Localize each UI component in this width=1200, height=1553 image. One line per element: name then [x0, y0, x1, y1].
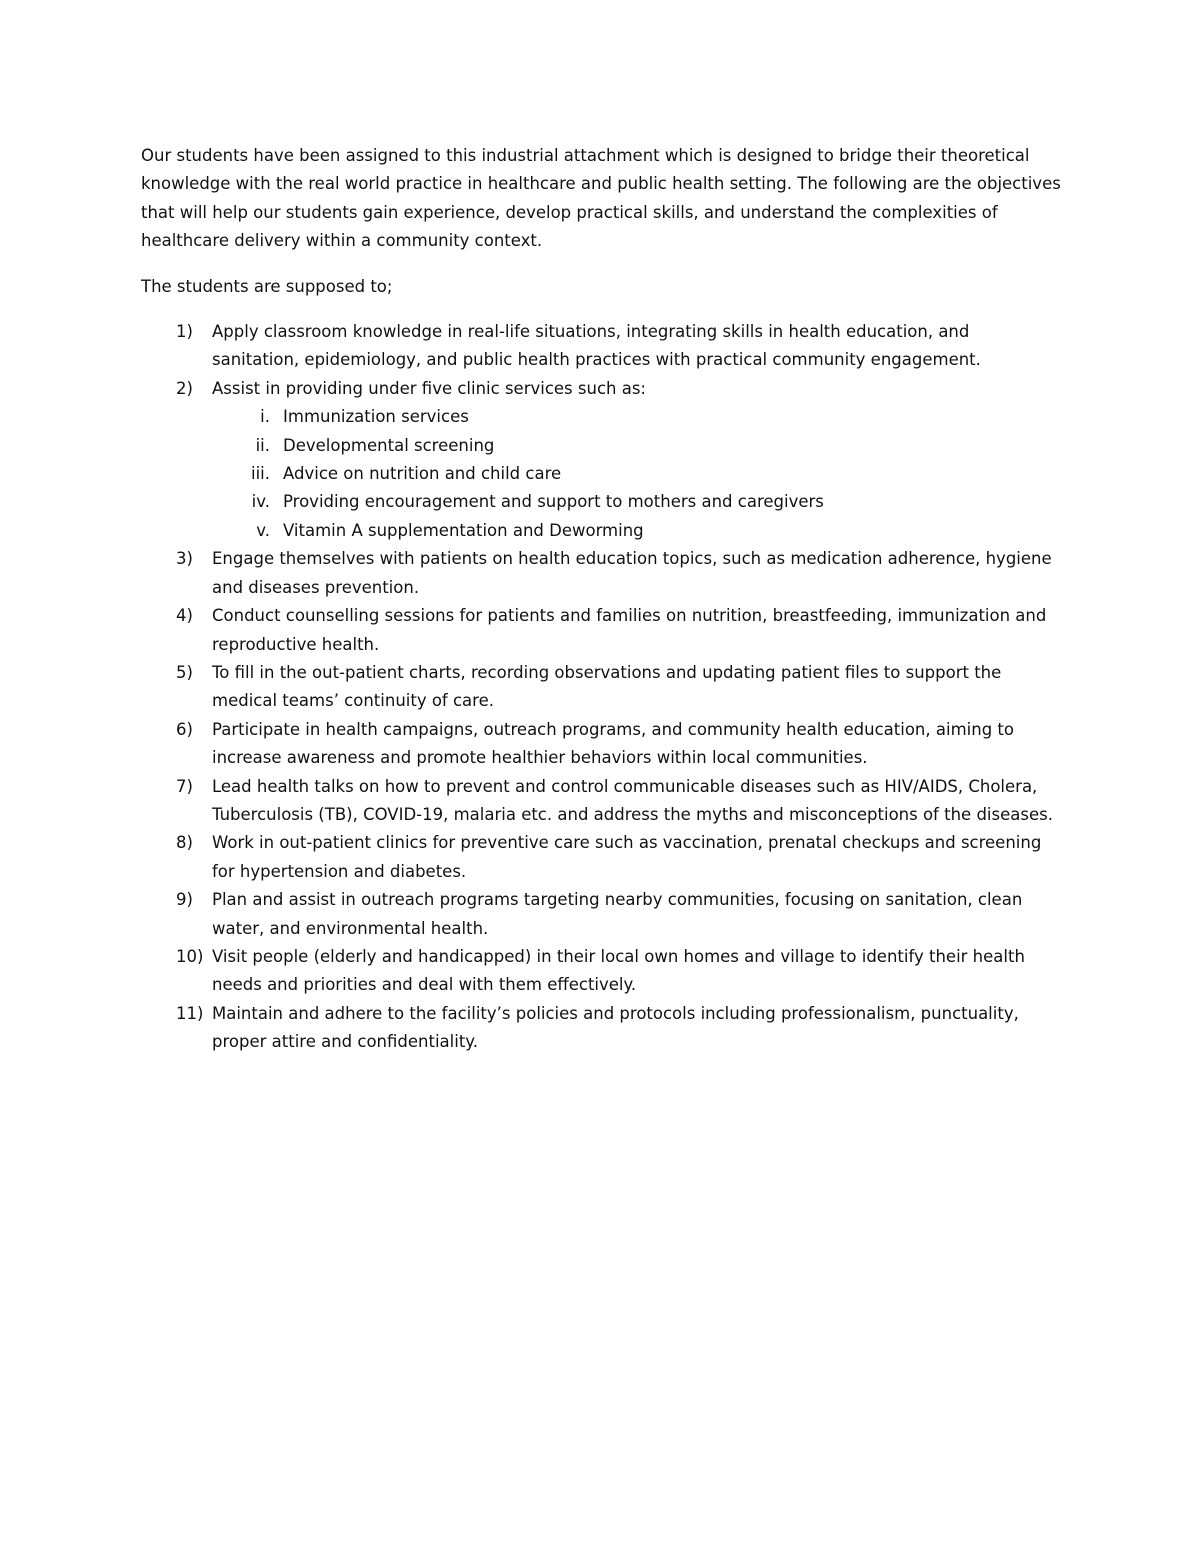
- objective-number: 8): [176, 833, 193, 853]
- objective-item: [141, 829, 1061, 886]
- service-text: Providing encouragement and support to mothers and caregivers: [283, 492, 824, 512]
- service-text: Vitamin A supplementation and Deworming: [283, 520, 644, 540]
- service-numeral: v.: [256, 520, 270, 540]
- objective-text: Lead health talks on how to prevent and control communicable diseases such as HIV/AIDS, Cholera, Tuberculosis (TB), COVID-19, malaria etc. and address the myths and misconceptions of the diseases.: [212, 776, 1053, 824]
- objective-item: [141, 773, 1061, 830]
- objective-text: Conduct counselling sessions for patients and families on nutrition, breastfeeding, immunization and reproductive health.: [212, 606, 1047, 654]
- objective-number: 4): [176, 606, 193, 626]
- objective-number: 11): [176, 1003, 204, 1023]
- service-item: [141, 460, 1061, 488]
- objective-text: Participate in health campaigns, outreach programs, and community health education, aiming to increase awareness and promote healthier behaviors within local communities.: [212, 719, 1014, 768]
- objective-number: 1): [176, 322, 193, 342]
- objective-number: 7): [176, 776, 193, 796]
- service-text: Immunization services: [283, 407, 469, 427]
- service-numeral: iii.: [251, 464, 270, 484]
- objective-number: 5): [176, 662, 193, 682]
- objective-item: [141, 1000, 1061, 1057]
- objective-text: Maintain and adhere to the facility’s policies and protocols including professionalism, punctuality, proper attire and confidentiality.: [212, 1003, 1019, 1052]
- service-item: [141, 432, 1061, 460]
- objective-text: Engage themselves with patients on health education topics, such as medication adherence, hygiene and diseases prevention.: [212, 549, 1052, 597]
- objective-item: [141, 716, 1061, 773]
- clinic-services-list: [141, 403, 1061, 545]
- service-text: Developmental screening: [283, 435, 495, 455]
- document-page: [141, 142, 1061, 1057]
- service-item: [141, 403, 1061, 431]
- lead-in-text: The students are supposed to;: [141, 276, 393, 296]
- objective-number: 3): [176, 549, 193, 569]
- service-item: [141, 488, 1061, 516]
- objective-text: To fill in the out-patient charts, recording observations and updating patient files to support the medical teams’ continuity of care.: [212, 662, 1002, 711]
- objective-item: [141, 943, 1061, 1000]
- objective-item: [141, 545, 1061, 602]
- objective-number: 2): [176, 378, 193, 398]
- objective-text: Work in out-patient clinics for preventive care such as vaccination, prenatal checkups and screening for hypertension and diabetes.: [212, 833, 1042, 881]
- objective-item: [141, 375, 1061, 545]
- objective-item: [141, 659, 1061, 716]
- objective-number: 10): [176, 946, 204, 966]
- objectives-list: [141, 318, 1061, 1057]
- intro-paragraph: Our students have been assigned to this industrial attachment which is designed to bridge their theoretical knowledge with the real world practice in healthcare and public health setting. The following are the objectives that will help our students gain experience, develop practical skills, and understand the complexities of healthcare delivery within a community context.: [141, 146, 1061, 251]
- objective-text: Assist in providing under five clinic services such as:: [212, 378, 646, 398]
- objective-text: Apply classroom knowledge in real-life situations, integrating skills in health education, and sanitation, epidemiology, and public health practices with practical community engagement.: [212, 322, 981, 370]
- objective-number: 9): [176, 890, 193, 910]
- objective-text: Plan and assist in outreach programs targeting nearby communities, focusing on sanitation, clean water, and environmental health.: [212, 890, 1023, 938]
- service-numeral: i.: [260, 407, 270, 427]
- objective-text: Visit people (elderly and handicapped) in their local own homes and village to identify their health needs and priorities and deal with them effectively.: [212, 946, 1025, 995]
- service-numeral: ii.: [255, 435, 270, 455]
- service-numeral: iv.: [251, 492, 270, 512]
- service-item: [141, 517, 1061, 545]
- objective-item: [141, 318, 1061, 375]
- objective-item: [141, 602, 1061, 659]
- service-text: Advice on nutrition and child care: [283, 464, 562, 484]
- objective-number: 6): [176, 719, 193, 739]
- objective-item: [141, 886, 1061, 943]
